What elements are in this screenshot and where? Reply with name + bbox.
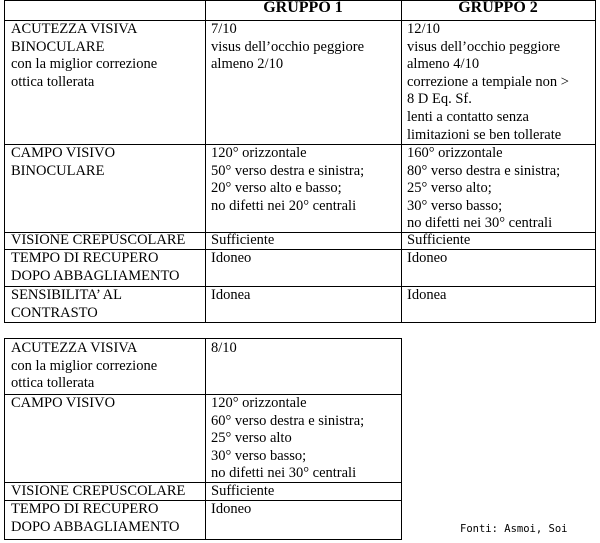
t2-row-campo-visivo-value: 120° orizzontale 60° verso destra e sinistra; 25° verso alto 30° verso basso; no difetti nei 30° centrali: [211, 395, 365, 482]
t2-row-acutezza-value: 8/10: [211, 340, 237, 356]
row-visione-crepuscolare-criterion: VISIONE CREPUSCOLARE: [11, 232, 186, 248]
header-gruppo-2: GRUPPO 2: [458, 0, 538, 16]
t2-row-acutezza-criterion: ACUTEZZA VISIVA con la miglior correzione ottica tollerata: [11, 340, 158, 392]
source-note: Fonti: Asmoi, Soi: [460, 523, 568, 535]
requirements-table-groups: [4, 0, 596, 323]
row-visione-crepuscolare-gruppo2: Sufficiente: [407, 232, 471, 248]
row-acutezza-gruppo1: 7/10 visus dell’occhio peggiore almeno 2/10: [211, 21, 365, 73]
row-tempo-recupero-criterion: TEMPO DI RECUPERO DOPO ABBAGLIAMENTO: [11, 250, 180, 284]
row-acutezza-gruppo2: 12/10 visus dell’occhio peggiore almeno 4/10 correzione a tempiale non > 8 D Eq. Sf. lenti a contatto senza limitazioni se ben tollerate: [407, 21, 569, 143]
t2-row-campo-visivo-criterion: CAMPO VISIVO: [11, 395, 116, 411]
row-tempo-recupero-gruppo1: Idoneo: [211, 250, 252, 266]
row-sensibilita-contrasto-gruppo2: Idonea: [407, 287, 447, 303]
t2-row-visione-crepuscolare-criterion: VISIONE CREPUSCOLARE: [11, 483, 186, 499]
row-visione-crepuscolare-gruppo1: Sufficiente: [211, 232, 275, 248]
row-campo-visivo-criterion: CAMPO VISIVO BINOCULARE: [11, 145, 116, 179]
row-acutezza-criterion: ACUTEZZA VISIVA BINOCULARE con la miglior correzione ottica tollerata: [11, 21, 158, 90]
t2-row-tempo-recupero-value: Idoneo: [211, 501, 252, 517]
t2-row-tempo-recupero-criterion: TEMPO DI RECUPERO DOPO ABBAGLIAMENTO: [11, 501, 180, 535]
header-gruppo-1: GRUPPO 1: [263, 0, 343, 16]
row-sensibilita-contrasto-gruppo1: Idonea: [211, 287, 251, 303]
row-campo-visivo-gruppo1: 120° orizzontale 50° verso destra e sinistra; 20° verso alto e basso; no difetti nei 20° centrali: [211, 145, 365, 214]
row-campo-visivo-gruppo2: 160° orizzontale 80° verso destra e sinistra; 25° verso alto; 30° verso basso; no difetti nei 30° centrali: [407, 145, 561, 232]
requirements-table-single: [4, 338, 402, 540]
t2-row-visione-crepuscolare-value: Sufficiente: [211, 483, 275, 499]
row-sensibilita-contrasto-criterion: SENSIBILITA’ AL CONTRASTO: [11, 287, 122, 321]
row-tempo-recupero-gruppo2: Idoneo: [407, 250, 448, 266]
